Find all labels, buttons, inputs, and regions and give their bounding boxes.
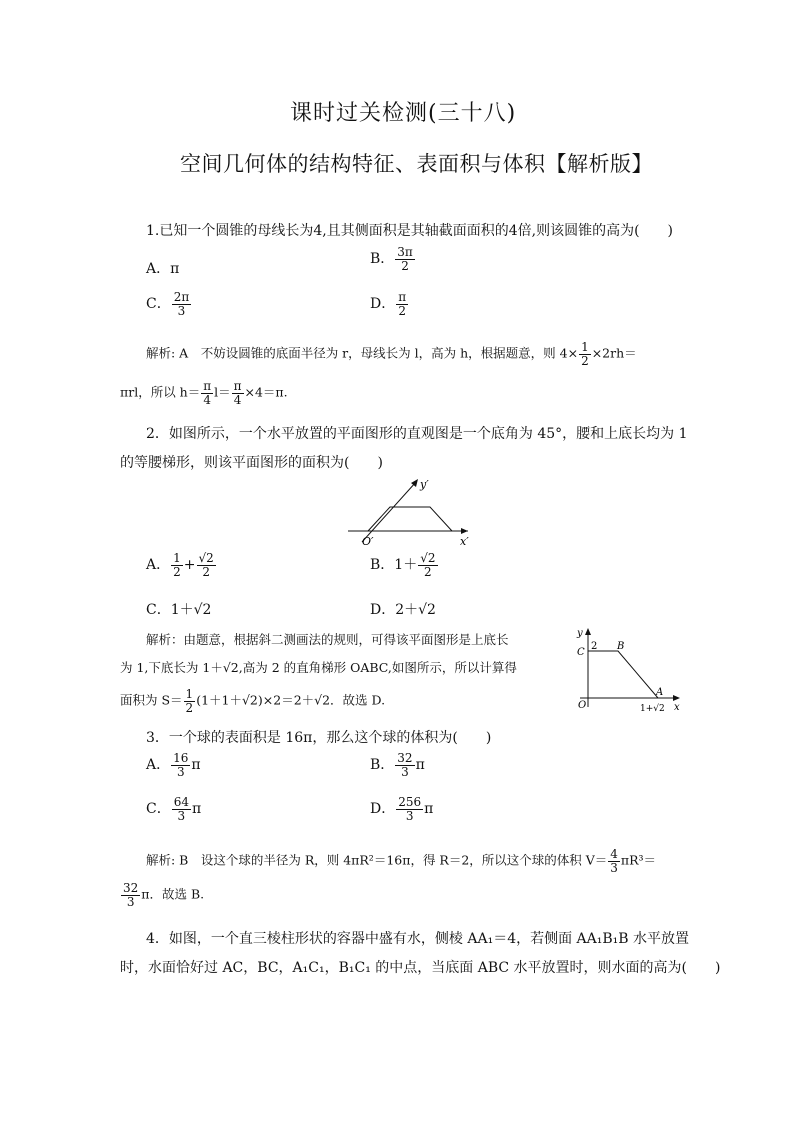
- q1-option-d-den: 2: [398, 303, 406, 318]
- q2-fig-y-axis: [362, 482, 416, 542]
- q2-option-a-frac1: [171, 552, 183, 578]
- q2-option-c-label: C．: [146, 602, 171, 618]
- q2-fig2-b-label: B: [617, 641, 625, 652]
- q3-solution-den: 3: [610, 860, 618, 875]
- page-title: 课时过关检测(三十八): [290, 101, 517, 126]
- q3-option-c-den: 3: [177, 808, 186, 823]
- q2-option-b-den: 2: [424, 564, 432, 579]
- q1-option-d: [370, 291, 409, 317]
- q1-solution2-frac1-den: 4: [203, 392, 211, 407]
- q2-option-b-prefix: 1＋: [394, 557, 418, 574]
- q1-option-c-num: 2π: [173, 290, 190, 304]
- q2-option-a-frac2: [197, 552, 216, 578]
- q3-option-d-frac: [396, 796, 423, 822]
- q3-solution2-den: 3: [126, 894, 135, 909]
- q3-solution-text-a: 解析: B 设这个球的半径为 R，则 4πR²＝16π，得 R＝2，所以这个球的体积 V＝: [146, 852, 608, 868]
- q2-option-d: [370, 599, 436, 619]
- q2-fig2-o-label: O: [578, 700, 587, 711]
- q2-option-a-num1: 1: [173, 551, 181, 565]
- q2-solution-line2: 为 1,下底长为 1＋√2,高为 2 的直角梯形 OABC,如图所示，所以计算得: [120, 660, 517, 675]
- q3-option-a: [146, 752, 201, 778]
- q3-option-a-pi: π: [191, 757, 201, 774]
- q1-option-b-label: B．: [370, 251, 395, 268]
- q3-option-a-frac: [171, 752, 190, 778]
- q3-option-c-num: 64: [173, 795, 189, 809]
- q3-solution-line1: [146, 848, 656, 874]
- q2-option-a-den1: 2: [173, 564, 181, 579]
- q1-solution-text-b: ×2rh＝: [591, 345, 637, 361]
- q1-solution-frac-den: 2: [581, 353, 589, 368]
- q1-solution-line2: [120, 380, 288, 406]
- q3-solution2-text: π．故选 B.: [141, 886, 205, 902]
- q1-option-a: [146, 258, 179, 278]
- q3-option-d-label: D．: [370, 801, 396, 818]
- q3-option-a-den: 3: [176, 764, 185, 779]
- q2-fig-x-arrow: [461, 528, 468, 534]
- q2-fig2-c-label: C: [577, 647, 585, 658]
- q1-option-d-num: π: [398, 290, 407, 304]
- q3-option-d-num: 256: [398, 795, 422, 809]
- q1-solution2-fraction1: [201, 380, 213, 406]
- q2-right-trapezoid-figure: [568, 622, 688, 717]
- q1-solution-text-a: 解析: A 不妨设圆锥的底面半径为 r，母线长为 l，高为 h，根据题意，则 4×: [146, 345, 579, 361]
- q2-option-c: [146, 599, 211, 619]
- page-subtitle: 空间几何体的结构特征、表面积与体积【解析版】: [180, 152, 653, 176]
- q2-fig2-trapezoid: [588, 651, 658, 698]
- q2-solution3-text-b: (1＋1＋√2)×2＝2＋√2．故选 D.: [196, 692, 386, 708]
- q2-fig-x-label: x′: [460, 535, 469, 548]
- q3-option-c: [146, 796, 201, 822]
- q2-fig2-a-label: A: [656, 687, 664, 698]
- q3-option-c-label: C．: [146, 801, 171, 818]
- q1-option-c-label: C．: [146, 296, 171, 313]
- q1-option-c: [146, 291, 192, 317]
- q1-option-a-value: π: [170, 261, 180, 277]
- q1-option-b-den: 2: [401, 258, 409, 273]
- q1-solution-line1: [146, 341, 637, 367]
- q2-option-b-num: √2: [420, 551, 436, 565]
- q2-solution-line3: [120, 688, 385, 714]
- q2-option-b-label: B．: [370, 557, 395, 574]
- q2-option-c-value: 1＋√2: [170, 602, 212, 618]
- q2-option-a: [146, 552, 217, 578]
- q1-option-b: [370, 246, 416, 272]
- q1-solution2-frac1-num: π: [203, 379, 212, 393]
- q1-option-b-fraction: [395, 246, 415, 272]
- q1-solution2-frac2-den: 4: [233, 392, 242, 407]
- q1-option-b-num: 3π: [397, 245, 413, 259]
- q3-option-c-pi: π: [192, 801, 202, 818]
- q2-fig2-height-label: 2: [591, 641, 598, 652]
- q3-solution2-num: 32: [123, 881, 139, 895]
- q2-fig2-y-label: y: [577, 628, 583, 639]
- q2-option-a-label: A．: [146, 557, 171, 574]
- q3-solution-num: 4: [610, 847, 618, 861]
- q2-fig-origin-label: O′: [362, 535, 374, 548]
- q4-stem-line1: 4．如图，一个直三棱柱形状的容器中盛有水，侧棱 AA₁＝4，若侧面 AA₁B₁B 水平放置: [146, 931, 690, 947]
- q2-solution3-text-a: 面积为 S＝: [120, 692, 183, 708]
- q3-stem: 3．一个球的表面积是 16π，那么这个球的体积为( ): [146, 730, 492, 746]
- q2-fig2-x-arrow: [673, 695, 680, 701]
- q2-option-d-label: D．: [370, 602, 396, 618]
- q1-solution2-text-b: l＝: [214, 384, 231, 400]
- q1-stem: 1.已知一个圆锥的母线长为4,且其侧面积是其轴截面面积的4倍,则该圆锥的高为( ): [146, 223, 673, 239]
- q2-solution-line1: 解析：由题意，根据斜二测画法的规则，可得该平面图形是上底长: [146, 632, 509, 647]
- q1-option-c-den: 3: [177, 303, 186, 318]
- q2-option-d-value: 2＋√2: [395, 602, 436, 618]
- q3-option-a-label: A．: [146, 757, 171, 774]
- q3-solution-frac: [608, 848, 620, 874]
- q2-stem-line1: 2．如图所示，一个水平放置的平面图形的直观图是一个底角为 45°，腰和上底长均为 1: [146, 426, 688, 442]
- q2-fig2-base-label: 1+√2: [640, 704, 665, 714]
- q3-option-d-pi: π: [424, 801, 434, 818]
- q1-solution-frac-num: 1: [581, 340, 589, 354]
- q3-option-b: [370, 752, 425, 778]
- q2-option-a-den2: 2: [202, 564, 210, 579]
- q1-solution2-frac2-num: π: [233, 379, 242, 393]
- q2-option-a-plus: +: [183, 557, 196, 574]
- q3-solution2-frac: [121, 882, 140, 908]
- q2-solution3-num: 1: [185, 687, 194, 701]
- q3-option-b-pi: π: [415, 757, 425, 774]
- q3-option-a-num: 16: [173, 751, 189, 765]
- q3-option-b-frac: [395, 752, 414, 778]
- q3-option-b-den: 3: [401, 764, 409, 779]
- q2-fig-y-label: y′: [420, 478, 429, 491]
- q3-option-b-label: B．: [370, 757, 395, 774]
- q3-option-d-den: 3: [405, 808, 414, 823]
- q1-solution2-text-c: ×4＝π.: [244, 384, 288, 400]
- q2-solution3-den: 2: [185, 700, 194, 715]
- q2-option-b: [370, 552, 439, 578]
- q3-solution-text-b: πR³＝: [620, 852, 657, 868]
- q3-solution-line2: [120, 882, 204, 908]
- q2-option-a-num2: √2: [198, 551, 214, 565]
- q3-option-d: [370, 796, 433, 822]
- q3-option-c-frac: [172, 796, 191, 822]
- q2-solution3-frac: [184, 688, 196, 714]
- q4-stem-line2: 时，水面恰好过 AC，BC，A₁C₁，B₁C₁ 的中点，当底面 ABC 水平放置时，则水面的高为( ): [120, 960, 721, 976]
- q2-fig2-y-arrow: [585, 628, 591, 635]
- q1-option-d-fraction: [396, 291, 408, 317]
- q2-stem-line2: 的等腰梯形，则该平面图形的面积为( ): [120, 455, 383, 471]
- q1-option-d-label: D．: [370, 296, 396, 313]
- q2-fig-trapezoid: [368, 507, 452, 531]
- q2-trapezoid-figure: [340, 474, 480, 550]
- q1-option-c-fraction: [172, 291, 192, 317]
- q3-option-b-num: 32: [397, 751, 413, 765]
- q1-option-a-label: A．: [146, 261, 171, 277]
- q1-solution2-text-a: πrl，所以 h＝: [120, 384, 201, 400]
- q1-solution2-fraction2: [232, 380, 244, 406]
- q1-solution-fraction: [579, 341, 591, 367]
- q2-fig2-x-label: x: [674, 702, 680, 713]
- q2-option-b-frac: [418, 552, 437, 578]
